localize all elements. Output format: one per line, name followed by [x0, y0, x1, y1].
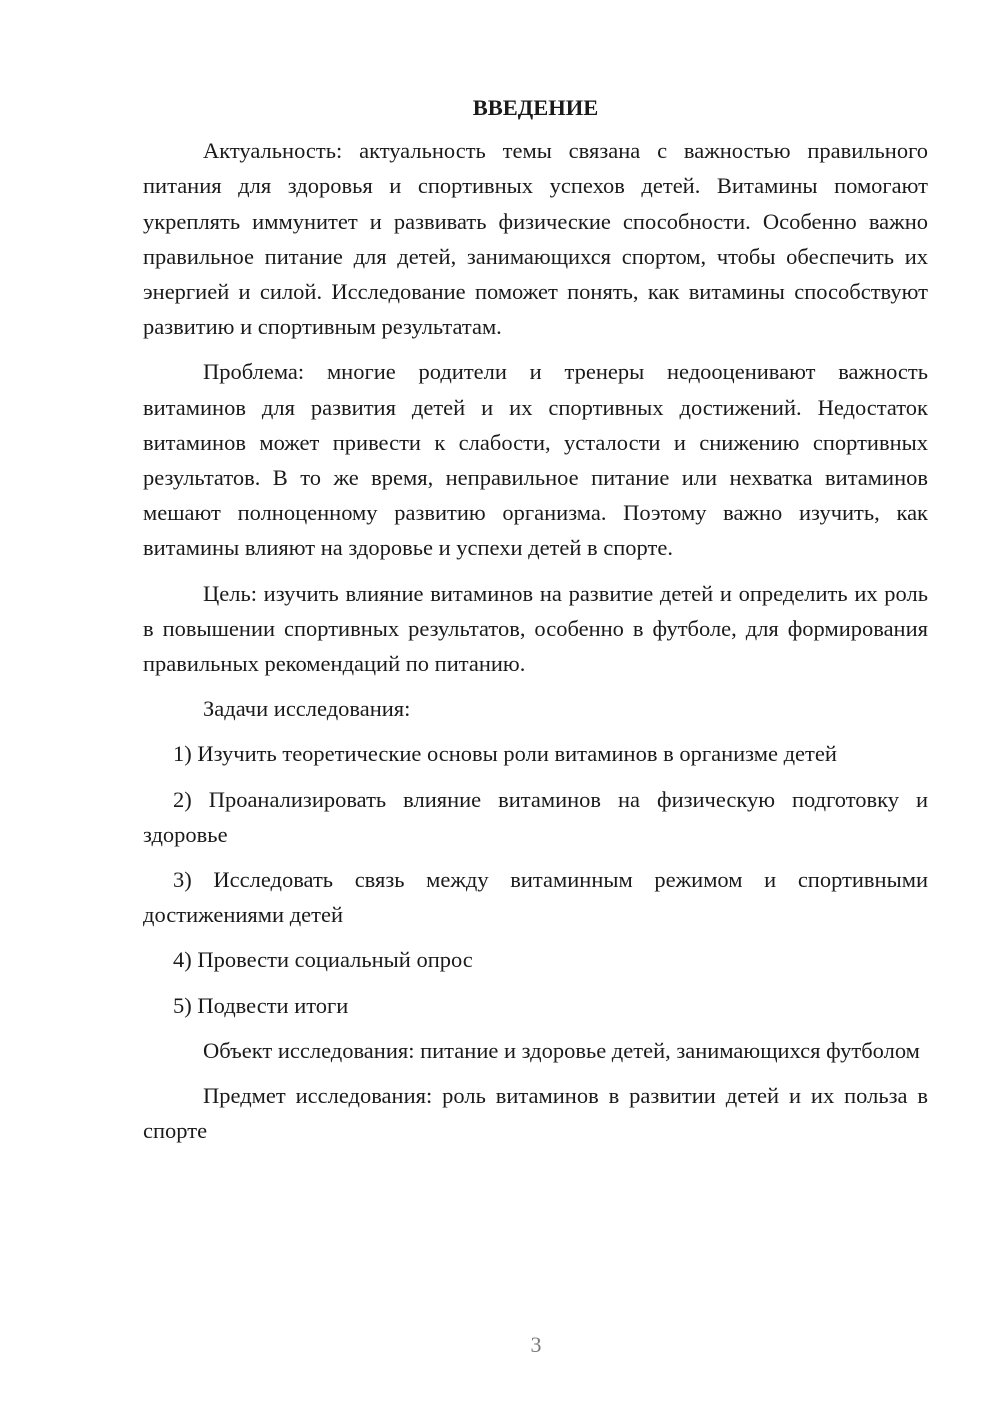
task-item-2: 2) Проанализировать влияние витаминов на физическую подготовку и здоровье: [143, 786, 928, 847]
paragraph-problem: Проблема: многие родители и тренеры недооценивают важность витаминов для развития детей и их спортивных достижений. Недостаток витаминов может привести к слабости, усталости и снижению спортивных результатов. В то же время, неправильное питание или нехватка витаминов мешают полноценному развитию организма. Поэтому важно изучить, как витамины влияют на здоровье и успехи детей в спорте.: [143, 359, 928, 561]
task-item-5: 5) Подвести итоги: [173, 992, 349, 1018]
page-number: 3: [530, 1332, 542, 1357]
page-content: [143, 90, 928, 1158]
paragraph-subject: Предмет исследования: роль витаминов в развитии детей и их польза в спорте: [143, 1083, 928, 1144]
task-item-4: 4) Провести социальный опрос: [173, 947, 473, 973]
task-item-3: 3) Исследовать связь между витаминным режимом и спортивными достижениями детей: [143, 867, 928, 928]
section-title: ВВЕДЕНИЕ: [472, 95, 599, 120]
tasks-heading: Задачи исследования:: [203, 696, 411, 722]
paragraph-goal: Цель: изучить влияние витаминов на развитие детей и определить их роль в повышении спортивных результатов, особенно в футболе, для формирования правильных рекомендаций по питанию.: [143, 580, 928, 677]
paragraph-relevance: Актуальность: актуальность темы связана с важностью правильного питания для здоровья и спортивных успехов детей. Витамины помогают укреплять иммунитет и развивать физические способности. Особенно важно правильное питание для детей, занимающихся спортом, чтобы обеспечить их энергией и силой. Исследование поможет понять, как витамины способствуют развитию и спортивным результатам.: [143, 138, 928, 340]
paragraph-object: Объект исследования: питание и здоровье детей, занимающихся футболом: [203, 1037, 920, 1063]
task-item-1: 1) Изучить теоретические основы роли витаминов в организме детей: [173, 741, 837, 767]
